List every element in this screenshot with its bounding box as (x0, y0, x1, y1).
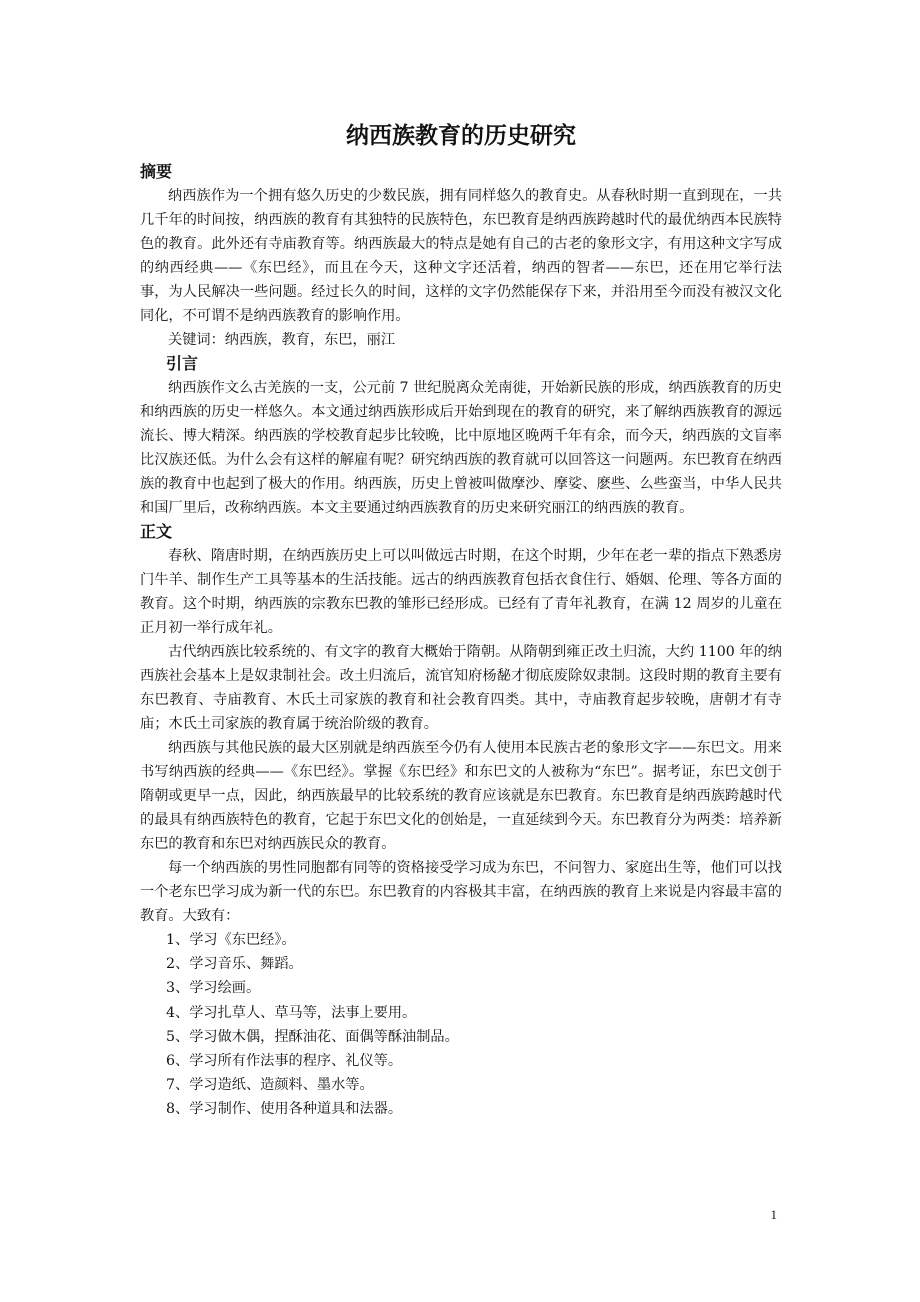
body-paragraph: 春秋、隋唐时期，在纳西族历史上可以叫做远古时期，在这个时期，少年在老一辈的指点下熟悉房门牛羊、制作生产工具等基本的生活技能。远古的纳西族教育包括衣食住行、婚姻、伦理、等各方面的教育。这个时期，纳西族的宗教东巴教的雏形已经形成。已经有了青年礼教育，在满 12 周岁的儿童在正月初一举行成年礼。 (140, 548, 782, 636)
list-item: 1、学习《东巴经》。 (166, 932, 296, 948)
intro-heading: 引言 (166, 354, 199, 373)
education-content-list (140, 928, 782, 1122)
page-content (140, 120, 782, 1122)
list-item: 7、学习造纸、造颜料、墨水等。 (166, 1077, 374, 1094)
list-item: 5、学习做木偶，捏酥油花、面偶等酥油制品。 (166, 1028, 459, 1045)
list-item: 3、学习绘画。 (166, 980, 261, 997)
list-item: 8、学习制作、使用各种道具和法器。 (166, 1101, 403, 1118)
list-item: 6、学习所有作法事的程序、礼仪等。 (166, 1053, 403, 1070)
abstract-paragraph: 纳西族作为一个拥有悠久历史的少数民族，拥有同样悠久的教育史。从春秋时期一直到现在，一共几千年的时间按，纳西族的教育有其独特的民族特色，东巴教育是纳西族跨越时代的最优纳西本民族特色的教育。此外还有寺庙教育等。纳西族最大的特点是她有自己的古老的象形文字，有用这种文字写成的纳西经典——《东巴经》，而且在今天，这种文字还活着，纳西的智者——东巴，还在用它举行法事，为人民解决一些问题。经过长久的时间，这样的文字仍然能保存下来，并沿用至今而没有被汉文化同化，不可谓不是纳西族教育的影响作用。 (140, 188, 782, 324)
body-paragraph: 每一个纳西族的男性同胞都有同等的资格接受学习成为东巴，不问智力、家庭出生等，他们可以找一个老东巴学习成为新一代的东巴。东巴教育的内容极其丰富，在纳西族的教育上来说是内容最丰富的教育。大致有： (140, 860, 782, 924)
abstract-heading: 摘要 (140, 162, 173, 181)
body-paragraph: 古代纳西族比较系统的、有文字的教育大概始于隋朝。从隋朝到雍正改土归流，大约 1100 年的纳西族社会基本上是奴隶制社会。改土归流后，流官知府杨馝才彻底废除奴隶制。这段时期的教育主要有东巴教育、寺庙教育、木氏土司家族的教育和社会教育四类。其中，寺庙教育起步较晚，唐朝才有寺庙；木氏土司家族的教育属于统治阶级的教育。 (140, 644, 782, 732)
document-title: 纳西族教育的历史研究 (346, 123, 576, 149)
body-paragraph: 纳西族与其他民族的最大区别就是纳西族至今仍有人使用本民族古老的象形文字——东巴文。用来书写纳西族的经典——《东巴经》。掌握《东巴经》和东巴文的人被称为“东巴”。据考证，东巴文创于隋朝或更早一点，因此，纳西族最早的比较系统的教育应该就是东巴教育。东巴教育是纳西族跨越时代的最具有纳西族特色的教育，它起于东巴文化的创始是，一直延续到今天。东巴教育分为两类：培养新东巴的教育和东巴对纳西族民众的教育。 (140, 740, 782, 852)
page-number: 1 (770, 1207, 777, 1222)
keywords-line: 关键词：纳西族，教育，东巴，丽江 (168, 332, 396, 348)
intro-paragraph: 纳西族作文么古羌族的一支，公元前 7 世纪脱离众羌南徙，开始新民族的形成，纳西族教育的历史和纳西族的历史一样悠久。本文通过纳西族形成后开始到现在的教育的研究，来了解纳西族教育的源远流长、博大精深。纳西族的学校教育起步比较晚，比中原地区晚两千年有余，而今天，纳西族的文盲率比汉族还低。为什么会有这样的解雇有呢？研究纳西族的教育就可以回答这一问题两。东巴教育在纳西族的教育中也起到了极大的作用。纳西族，历史上曾被叫做摩沙、摩娑、麽些、么些蛮当，中华人民共和国厂里后，改称纳西族。本文主要通过纳西族教育的历史来研究丽江的纳西族的教育。 (140, 380, 782, 516)
body-heading: 正文 (140, 522, 173, 541)
list-item: 2、学习音乐、舞蹈。 (166, 956, 303, 973)
list-item: 4、学习扎草人、草马等，法事上要用。 (166, 1004, 417, 1021)
